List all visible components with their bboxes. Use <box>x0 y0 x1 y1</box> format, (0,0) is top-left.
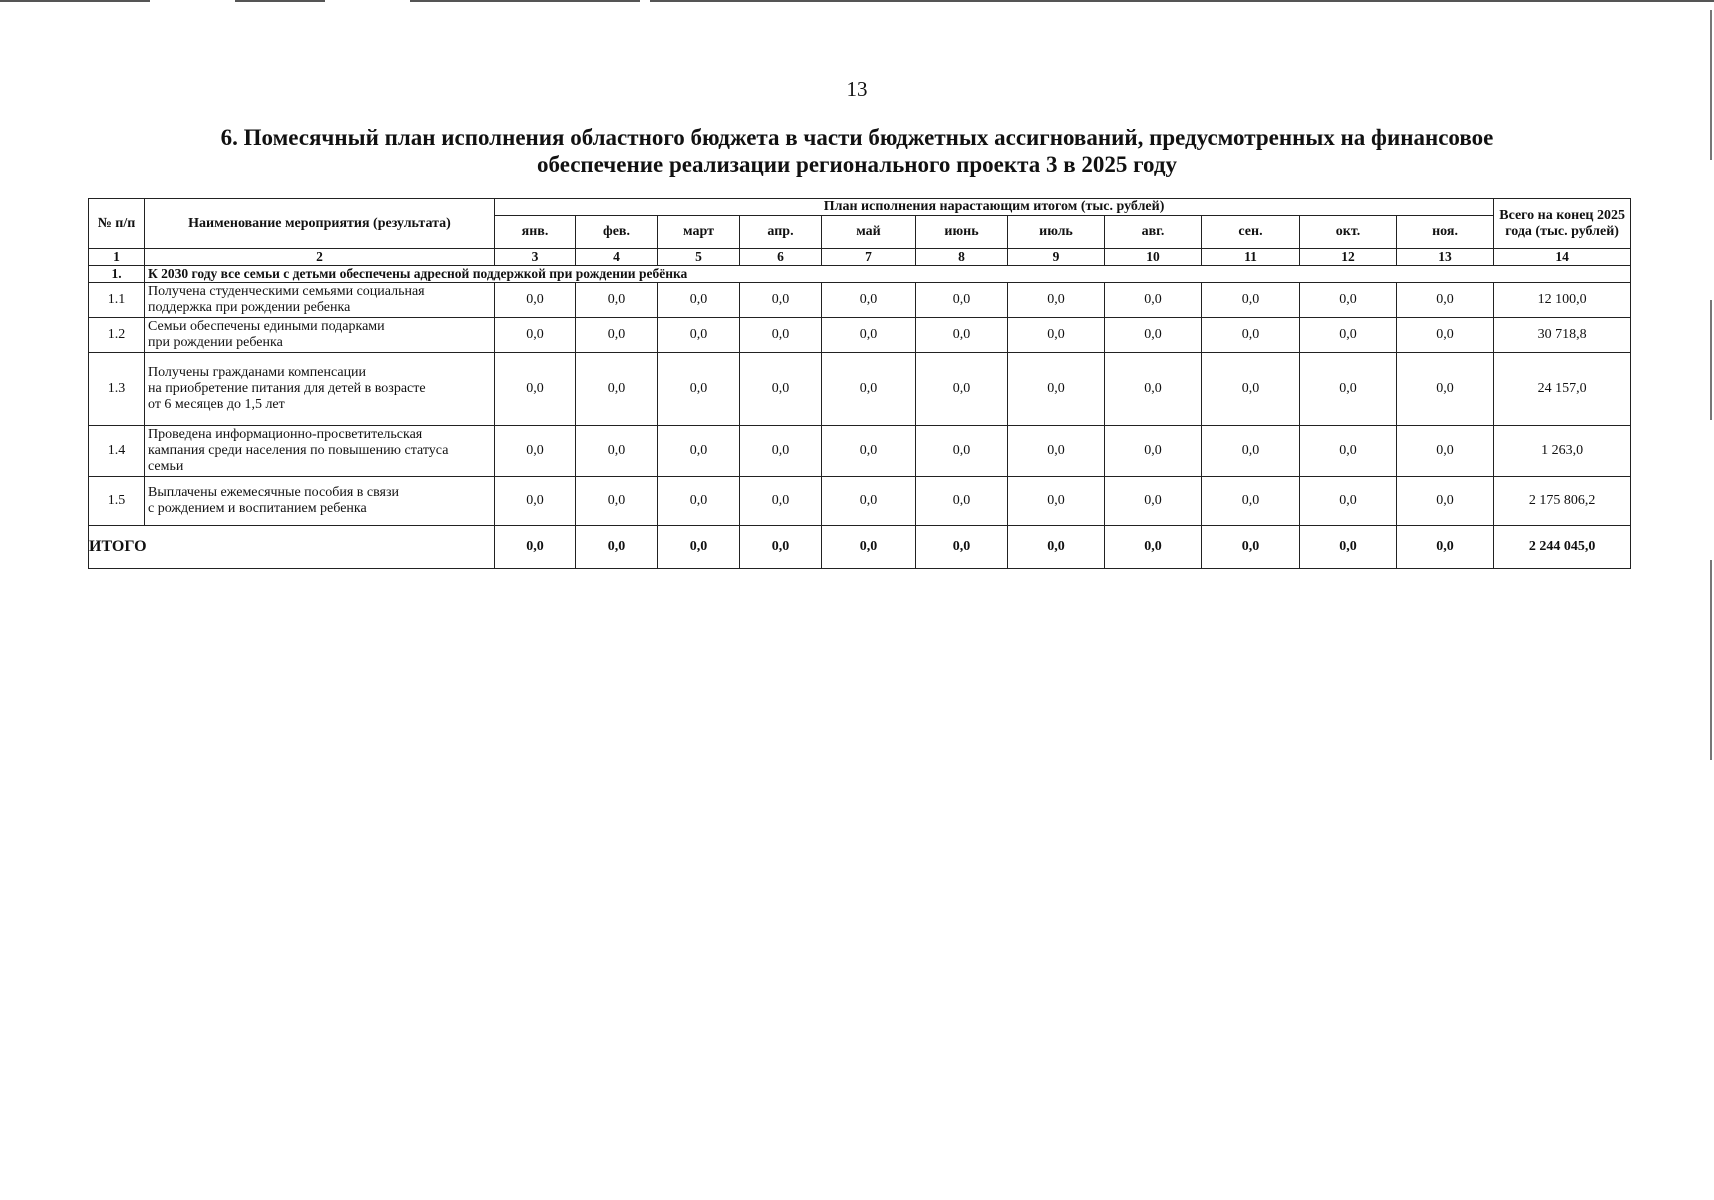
month-value-cell: 0,0 <box>1202 353 1300 426</box>
section-num: 1. <box>89 266 145 283</box>
row-name-line: от 6 месяцев до 1,5 лет <box>148 397 285 412</box>
month-value-cell: 0,0 <box>1202 426 1300 477</box>
month-value-cell: 0,0 <box>1008 426 1105 477</box>
month-value-cell: 0,0 <box>1202 283 1300 318</box>
month-value-cell: 0,0 <box>740 477 822 526</box>
column-header-month: сен. <box>1202 216 1300 249</box>
section-row <box>89 266 1631 283</box>
row-name-line: при рождении ребенка <box>148 335 283 350</box>
row-name-line: на приобретение питания для детей в возрасте <box>148 381 426 396</box>
itogo-value-cell: 0,0 <box>495 526 576 569</box>
page-number: 13 <box>846 77 868 101</box>
column-index-cell: 13 <box>1397 249 1494 266</box>
month-value-cell: 0,0 <box>658 426 740 477</box>
month-value-cell: 0,0 <box>822 426 916 477</box>
column-header-name: Наименование мероприятия (результата) <box>145 199 495 249</box>
month-value-cell: 0,0 <box>822 477 916 526</box>
column-header-month: июль <box>1008 216 1105 249</box>
month-value-cell: 0,0 <box>1300 318 1397 353</box>
month-value-cell: 0,0 <box>822 353 916 426</box>
column-index-cell: 12 <box>1300 249 1397 266</box>
itogo-value-cell: 0,0 <box>740 526 822 569</box>
month-value-cell: 0,0 <box>576 426 658 477</box>
column-index-cell: 14 <box>1494 249 1631 266</box>
month-value-cell: 0,0 <box>1008 477 1105 526</box>
month-value-cell: 0,0 <box>1105 426 1202 477</box>
month-value-cell: 0,0 <box>658 477 740 526</box>
month-value-cell: 0,0 <box>1300 477 1397 526</box>
column-index-cell: 8 <box>916 249 1008 266</box>
row-name-line: Проведена информационно-просветительская <box>148 427 423 442</box>
column-header-month: фев. <box>576 216 658 249</box>
row-name-line: поддержка при рождении ребенка <box>148 300 351 315</box>
itogo-label: ИТОГО <box>89 526 495 569</box>
month-value-cell: 0,0 <box>916 477 1008 526</box>
month-value-cell: 0,0 <box>1202 477 1300 526</box>
month-value-cell: 0,0 <box>1105 353 1202 426</box>
month-value-cell: 0,0 <box>1105 283 1202 318</box>
month-value-cell: 0,0 <box>740 318 822 353</box>
scan-edge-line <box>410 0 640 2</box>
column-header-plan-group: План исполнения нарастающим итогом (тыс. рублей) <box>495 199 1494 216</box>
row-number: 1.4 <box>89 426 145 477</box>
month-value-cell: 0,0 <box>1397 477 1494 526</box>
row-name-line: Получена студенческими семьями социальная <box>148 284 425 299</box>
column-header-num: № п/п <box>89 199 145 249</box>
month-value-cell: 0,0 <box>495 283 576 318</box>
column-header-month: апр. <box>740 216 822 249</box>
row-name-line: Выплачены ежемесячные пособия в связи <box>148 485 399 500</box>
column-header-month: июнь <box>916 216 1008 249</box>
month-value-cell: 0,0 <box>1008 353 1105 426</box>
column-header-total: Всего на конец 2025 года (тыс. рублей) <box>1494 199 1631 249</box>
itogo-value-cell: 0,0 <box>1105 526 1202 569</box>
table-row <box>89 318 1631 353</box>
month-value-cell: 0,0 <box>495 477 576 526</box>
page-title-line: 6. Помесячный план исполнения областного бюджета в части бюджетных ассигнований, предусмотренных на финансовое <box>220 125 1494 150</box>
itogo-value-cell: 0,0 <box>1300 526 1397 569</box>
column-header-month: окт. <box>1300 216 1397 249</box>
month-value-cell: 0,0 <box>1397 283 1494 318</box>
month-value-cell: 0,0 <box>740 283 822 318</box>
month-value-cell: 0,0 <box>658 318 740 353</box>
column-index-cell: 7 <box>822 249 916 266</box>
itogo-row <box>89 526 1631 569</box>
column-header-month: март <box>658 216 740 249</box>
itogo-total-cell: 2 244 045,0 <box>1494 526 1631 569</box>
column-header-month: янв. <box>495 216 576 249</box>
scan-edge-line <box>0 0 150 2</box>
scan-edge-line <box>235 0 325 2</box>
itogo-value-cell: 0,0 <box>822 526 916 569</box>
column-index-cell: 11 <box>1202 249 1300 266</box>
month-value-cell: 0,0 <box>495 353 576 426</box>
row-name <box>145 477 495 526</box>
row-name <box>145 353 495 426</box>
month-value-cell: 0,0 <box>916 283 1008 318</box>
column-header-month: авг. <box>1105 216 1202 249</box>
row-number: 1.5 <box>89 477 145 526</box>
row-name <box>145 283 495 318</box>
month-value-cell: 0,0 <box>495 426 576 477</box>
row-number: 1.1 <box>89 283 145 318</box>
month-value-cell: 0,0 <box>1300 353 1397 426</box>
month-value-cell: 0,0 <box>740 353 822 426</box>
section-title: К 2030 году все семьи с детьми обеспечены адресной поддержкой при рождении ребёнка <box>145 266 1631 283</box>
row-number: 1.3 <box>89 353 145 426</box>
month-value-cell: 0,0 <box>576 283 658 318</box>
row-total-cell: 1 263,0 <box>1494 426 1631 477</box>
column-index-cell: 5 <box>658 249 740 266</box>
row-name <box>145 426 495 477</box>
table-row <box>89 426 1631 477</box>
itogo-value-cell: 0,0 <box>916 526 1008 569</box>
month-value-cell: 0,0 <box>1397 353 1494 426</box>
month-value-cell: 0,0 <box>1397 426 1494 477</box>
table-row <box>89 283 1631 318</box>
itogo-value-cell: 0,0 <box>576 526 658 569</box>
row-number: 1.2 <box>89 318 145 353</box>
row-name-line: Семьи обеспечены едиными подарками <box>148 319 385 334</box>
row-name-line: кампания среди населения по повышению статуса <box>148 443 449 458</box>
budget-table <box>88 198 1631 569</box>
row-total-cell: 30 718,8 <box>1494 318 1631 353</box>
scan-edge-line <box>650 0 1714 2</box>
column-index-cell: 6 <box>740 249 822 266</box>
month-value-cell: 0,0 <box>658 353 740 426</box>
month-value-cell: 0,0 <box>1008 283 1105 318</box>
itogo-value-cell: 0,0 <box>1397 526 1494 569</box>
month-value-cell: 0,0 <box>576 477 658 526</box>
month-value-cell: 0,0 <box>658 283 740 318</box>
itogo-value-cell: 0,0 <box>1008 526 1105 569</box>
column-index-cell: 1 <box>89 249 145 266</box>
column-index-row <box>89 249 1631 266</box>
row-total-cell: 12 100,0 <box>1494 283 1631 318</box>
month-value-cell: 0,0 <box>576 353 658 426</box>
itogo-value-cell: 0,0 <box>658 526 740 569</box>
page-title <box>120 124 1594 178</box>
column-index-cell: 10 <box>1105 249 1202 266</box>
row-name-line: с рождением и воспитанием ребенка <box>148 501 367 516</box>
month-value-cell: 0,0 <box>1105 477 1202 526</box>
row-name <box>145 318 495 353</box>
scan-edge-line <box>1710 300 1712 420</box>
column-header-month: ноя. <box>1397 216 1494 249</box>
month-value-cell: 0,0 <box>822 318 916 353</box>
table-row <box>89 477 1631 526</box>
column-index-cell: 9 <box>1008 249 1105 266</box>
column-index-cell: 2 <box>145 249 495 266</box>
month-value-cell: 0,0 <box>1397 318 1494 353</box>
month-value-cell: 0,0 <box>740 426 822 477</box>
month-value-cell: 0,0 <box>1300 283 1397 318</box>
column-header-month: май <box>822 216 916 249</box>
table-row <box>89 353 1631 426</box>
scan-edge-line <box>1710 560 1712 760</box>
month-value-cell: 0,0 <box>1008 318 1105 353</box>
itogo-value-cell: 0,0 <box>1202 526 1300 569</box>
month-value-cell: 0,0 <box>1300 426 1397 477</box>
month-value-cell: 0,0 <box>1105 318 1202 353</box>
month-value-cell: 0,0 <box>916 426 1008 477</box>
month-value-cell: 0,0 <box>916 353 1008 426</box>
month-value-cell: 0,0 <box>495 318 576 353</box>
month-value-cell: 0,0 <box>1202 318 1300 353</box>
row-total-cell: 2 175 806,2 <box>1494 477 1631 526</box>
page-title-line: обеспечение реализации регионального проекта 3 в 2025 году <box>537 152 1177 177</box>
column-index-cell: 4 <box>576 249 658 266</box>
month-value-cell: 0,0 <box>822 283 916 318</box>
column-index-cell: 3 <box>495 249 576 266</box>
row-name-line: семьи <box>148 459 184 474</box>
month-value-cell: 0,0 <box>576 318 658 353</box>
month-value-cell: 0,0 <box>916 318 1008 353</box>
row-total-cell: 24 157,0 <box>1494 353 1631 426</box>
row-name-line: Получены гражданами компенсации <box>148 365 367 380</box>
